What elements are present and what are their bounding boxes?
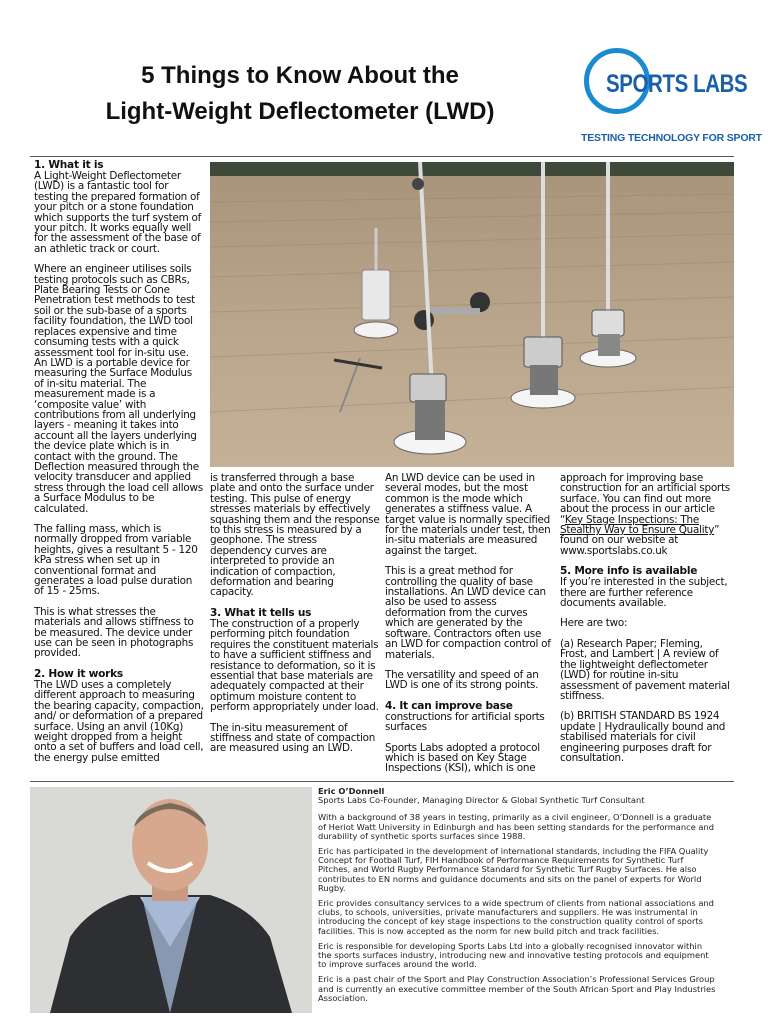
column-2: [210, 473, 380, 764]
sports-labs-logo: [574, 48, 762, 148]
paragraph: (a) Research Paper; Fleming, Frost, and Lambert | A review of the lightweight deflectometer (LWD) for routine in-situ assessment of pavement material stiffness.: [560, 637, 730, 702]
logo-tagline: TESTING TECHNOLOGY FOR SPORT: [581, 132, 762, 144]
author-role: Sports Labs Co-Founder, Managing Director & Global Synthetic Turf Consultant: [318, 795, 645, 806]
title-line-2: Light-Weight Deflectometer (LWD): [105, 98, 495, 125]
paragraph: Sports Labs adopted a protocol which is based on Key Stage Inspections (KSI), which is one: [385, 741, 540, 775]
paragraph: If you’re interested in the subject, there are further reference documents available.: [560, 576, 728, 610]
paragraph: [560, 473, 732, 556]
bio-paragraph: Eric is responsible for developing Sports Labs Ltd into a globally recognised innovator within the sports surfaces industry, introducing new and innovative testing protocols and equipment to improve surfaces around the world.: [318, 940, 709, 970]
author-name: Eric O’Donnell: [318, 786, 385, 796]
lwd-devices-photo: [210, 162, 734, 467]
paragraph: is transferred through a base plate and onto the surface under testing. This pulse of energy stresses materials by effectively squashing them and the response to this stress is measured by a geophone. The stress dependency curves are interpreted to provide an indication of compaction, deformation and bearing capacity.: [210, 472, 380, 599]
paragraph: The construction of a properly performing pitch foundation requires the constituent materials to have a sufficient stiffness and resistance to deformation, so it is essential that base materials are adequately compacted at their optimum moisture content to perform appropriately under load.: [210, 617, 379, 714]
bio-paragraph: Eric provides consultancy services to a wide spectrum of clients from national associations and clubs, to schools, universities, private manufacturers and suppliers. He was instrumental in introducing the concept of key stage inspections to the construction quality control of sports facilities. This is now accepted as the norm for new build pitch and track facilities.: [318, 898, 714, 936]
paragraph: The in-situ measurement of stiffness and state of compaction are measured using an LWD.: [210, 721, 376, 755]
heading-how-it-works: 2. How it works: [34, 667, 123, 680]
paragraph: The versatility and speed of an LWD is one of its strong points.: [385, 668, 539, 692]
heading-improve-base: 4. It can improve base: [385, 699, 513, 712]
ksi-article-link[interactable]: Key Stage Inspections: The Stealthy Way to Ensure Quality: [560, 513, 715, 537]
bio-paragraph: Eric has participated in the development of international standards, including the FIFA Quality Concept for Football Turf, FIH Handbook of Performance Requirements for Synthetic Turf Pitches, and World Rugby Performance Standard for Synthetic Turf Rugby Surfaces. He also contributes to EN norms and guidance documents and sits on the panel of experts for World Rugby.: [318, 846, 709, 893]
text: approach for improving base construction for an artificial sports surface. You can find out more about the process in our article “: [560, 472, 730, 526]
heading-what-it-tells-us: 3. What it tells us: [210, 606, 312, 619]
paragraph: An LWD device can be used in several modes, but the most common is the mode which generates a stiffness value. A target value is normally specified for the materials under test, then in-situ materials are measured against the target.: [385, 472, 551, 557]
bio-divider: [30, 781, 734, 782]
header-divider: [30, 156, 734, 157]
paragraph: The LWD uses a completely different approach to measuring the bearing capacity, compaction, and/ or deformation of a prepared surface. Using an anvil (10Kg) weight dropped from a height onto a set of buffers and load cell, the energy pulse emitted: [34, 678, 204, 764]
bio-paragraph: With a background of 38 years in testing, primarily as a civil engineer, O’Donnell is a graduate of Heriot Watt University in Edinburgh and has been setting standards for the performance and durability of synthetic sports surfaces since 1988.: [318, 812, 715, 841]
title-line-1: 5 Things to Know About the: [141, 62, 459, 89]
logo-brand-text: SPORTS LABS: [606, 70, 748, 98]
paragraph: The falling mass, which is normally dropped from variable heights, gives a resultant 5 - 120 kPa stress when set up in conventional format and generates a load pulse duration of 15 - 25ms.: [34, 523, 198, 598]
paragraph: This is what stresses the materials and allows stiffness to be measured. The device under use can be seen in photographs provided.: [34, 605, 194, 660]
eric-odonnell-portrait: [30, 787, 312, 1013]
column-4: [560, 473, 732, 773]
paragraph: This is a great method for controlling the quality of base installations. An LWD device can also be used to assess deformation from the curves which are generated by the software. Contractors often use an LWD for compaction control of materials.: [385, 565, 551, 661]
page-title: [20, 58, 580, 130]
paragraph: Here are two:: [560, 617, 628, 630]
column-3: [385, 473, 555, 784]
text: ” found on our website at www.sportslabs.co.uk: [560, 524, 720, 557]
heading-more-info: 5. More info is available: [560, 565, 698, 578]
paragraph: constructions for artificial sports surfaces: [385, 710, 545, 734]
author-bio: [318, 787, 718, 1009]
paragraph: A Light-Weight Deflectometer (LWD) is a fantastic tool for testing the prepared formation of your pitch or a stone foundation which supports the turf system of your pitch. It works equally well for the assessment of the base of an athletic track or court.: [34, 170, 202, 255]
paragraph: (b) BRITISH STANDARD BS 1924 update | Hydraulically bound and stabilised materials for civil engineering purposes draft for consultation.: [560, 710, 726, 764]
heading-what-it-is: 1. What it is: [34, 159, 104, 171]
bio-paragraph: Eric is a past chair of the Sport and Play Construction Association’s Professional Services Group and is currently an executive committee member of the South African Sport and Play Industries Association.: [318, 974, 716, 1003]
paragraph: Where an engineer utilises soils testing protocols such as CBRs, Plate Bearing Tests or Cone Penetration test methods to test soil or the sub-base of a sports facility foundation, the LWD tool replaces expensive and time consuming tests with a quick assessment tool for in-situ use. An LWD is a portable device for measuring the Surface Modulus of in-situ material. The measurement made is a ‘composite value’ with contributions from all underlying layers - meaning it takes into account all the layers underlying the device plate which is in contact with the ground. The Deflection measured through the velocity transducer and applied stress through the load cell allows a Surface Modulus to be calculated.: [34, 263, 203, 515]
column-1: [34, 160, 204, 773]
